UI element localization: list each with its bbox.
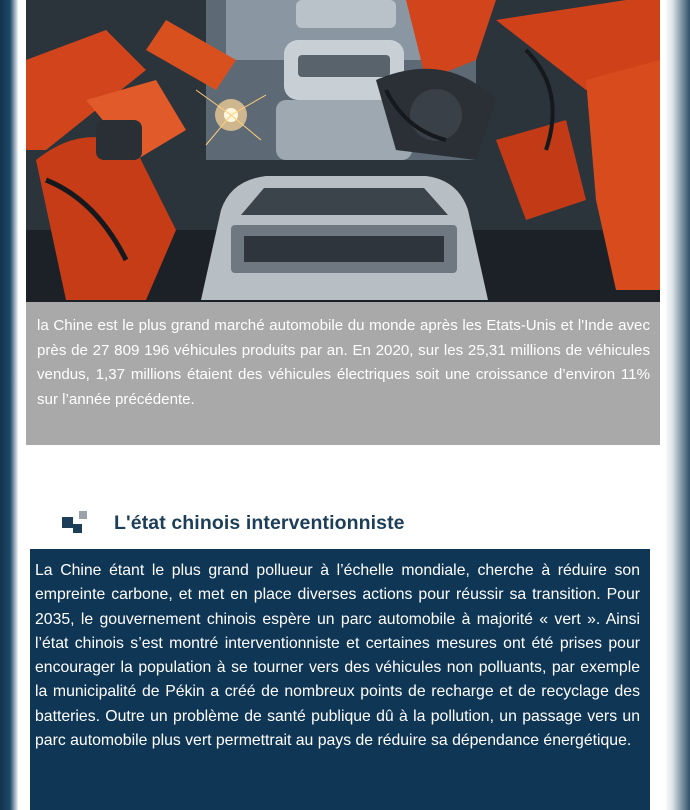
caption-text: la Chine est le plus grand marché automobile du monde après les Etats-Unis et l'Inde avec près de 27 809 196 véhicules produits par an. En 2020, sur les 25,31 millions de véhicules vendus, 1,37 millions étaient des véhicules électriques soit une croissance d’environ 11% sur l’année précédente. — [37, 317, 650, 408]
section-body-box — [30, 549, 650, 810]
photo-caption — [26, 302, 660, 445]
assembly-line-illustration — [26, 0, 660, 302]
squares-icon — [62, 511, 88, 535]
section-body-text: La Chine étant le plus grand pollueur à l’échelle mondiale, cherche à réduire son empreinte carbone, et met en place diverses actions pour réussir sa transition. Pour 2035, le gouvernement chinois espère un parc automobile à majorité « vert ». Ainsi l’état chinois s’est montré interventionniste et certaines mesures ont été prises pour encourager la population à se tourner vers des véhicules non polluants, par exemple la municipalité de Pékin a créé de nombreux points de recharge et de recyclage des batteries. Outre un problème de santé publique dû à la pollution, un passage vers un parc automobile plus vert permettrait au pays de réduire sa dépendance énergétique. — [35, 562, 640, 750]
assembly-line-photo — [26, 0, 660, 302]
section-title: L'état chinois interventionniste — [114, 511, 405, 534]
section-heading — [62, 508, 405, 538]
